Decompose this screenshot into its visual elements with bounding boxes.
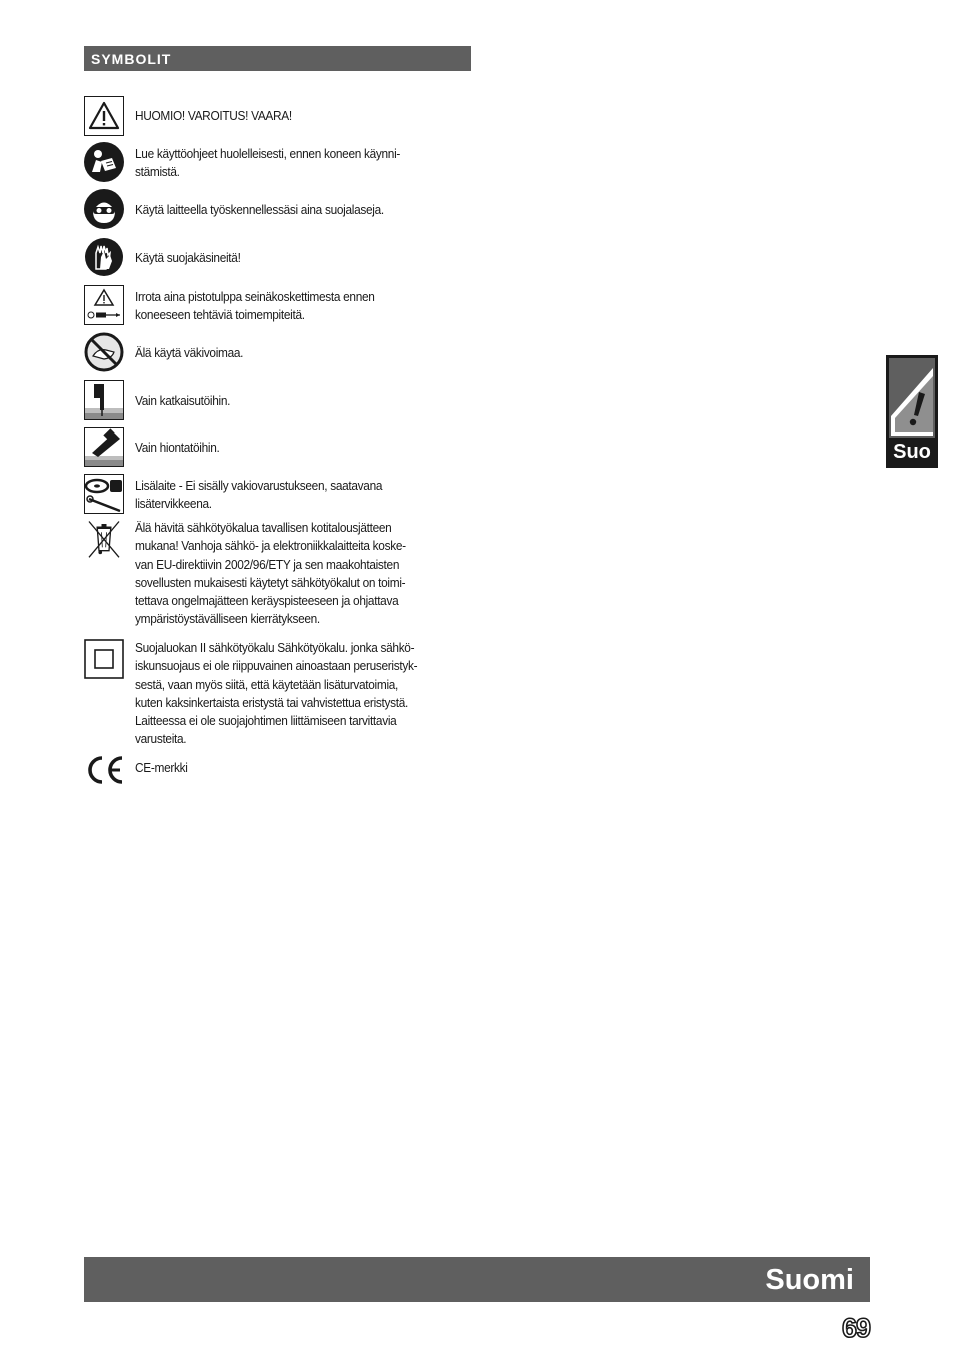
language-side-tab xyxy=(886,355,938,468)
weee-bin-icon xyxy=(84,519,124,559)
grinding-only-icon xyxy=(84,427,124,467)
symbol-text: Vain hiontatöihin. xyxy=(135,440,220,455)
symbol-text: CE-merkki xyxy=(135,760,188,775)
accessory-icon xyxy=(84,474,124,514)
symbol-text: Älä hävitä sähkötyökalua tavallisen kotitalousjätteen mukana! Vanhoja sähkö- ja elektroniikkalaitteita koske- van EU-direktiivin 2002/96/ETY ja sen maakohtaisten sovellusten mukaisesti käytetyt sähkötyökalut on toimi- tettava ongelmajätteen keräyspisteeseen ja ohjattava ympäristöystävälliseen kierrätykseen. xyxy=(135,520,406,627)
symbol-text: Vain katkaisutöihin. xyxy=(135,393,231,408)
section-title: SYMBOLIT xyxy=(91,51,172,67)
symbol-text: Käytä laitteella työskennellessäsi aina suojalaseja. xyxy=(135,202,384,217)
footer-bar xyxy=(84,1257,870,1302)
read-manual-icon xyxy=(84,142,124,182)
symbol-text: HUOMIO! VAROITUS! VAARA! xyxy=(135,108,292,123)
warning-triangle-icon xyxy=(84,96,124,136)
symbol-text: Lue käyttöohjeet huolelleisesti, ennen koneen käynni- stämistä. xyxy=(135,146,401,180)
page-number: 69 xyxy=(841,1313,870,1343)
footer-language: Suomi xyxy=(765,1264,854,1296)
side-tab-panel xyxy=(889,358,935,438)
side-tab-label: Suo xyxy=(893,441,931,463)
symbol-text: Irrota aina pistotulppa seinäkoskettimesta ennen koneeseen tehtäviä toimempiteitä. xyxy=(135,289,375,323)
warning-exclamation-icon xyxy=(889,358,935,438)
section-header xyxy=(84,46,471,71)
ce-mark-icon xyxy=(84,750,124,790)
protective-gloves-icon xyxy=(84,237,124,277)
safety-goggles-icon xyxy=(84,189,124,229)
symbol-text: Lisälaite - Ei sisälly vakiovarustukseen, saatavana lisätervikkeena. xyxy=(135,478,383,512)
class-ii-icon xyxy=(84,639,124,679)
symbol-text: Älä käytä väkivoimaa. xyxy=(135,345,244,360)
symbol-text: Suojaluokan II sähkötyökalu Sähkötyökalu. jonka sähkö- iskunsuojaus ei ole riippuvainen ainoastaan peruseristyk- sestä, vaan myös siitä, että käytetään lisäturvatoimia, kuten kaksinkertaista eristystä tai vahvistettua eristystä. Laitteessa ei ole suojajohtimen liittämiseen tarvittavia varusteita. xyxy=(135,640,418,747)
no-force-icon xyxy=(84,332,124,372)
unplug-warning-icon xyxy=(84,285,124,325)
cutting-only-icon xyxy=(84,380,124,420)
symbol-text: Käytä suojakäsineitä! xyxy=(135,250,241,265)
